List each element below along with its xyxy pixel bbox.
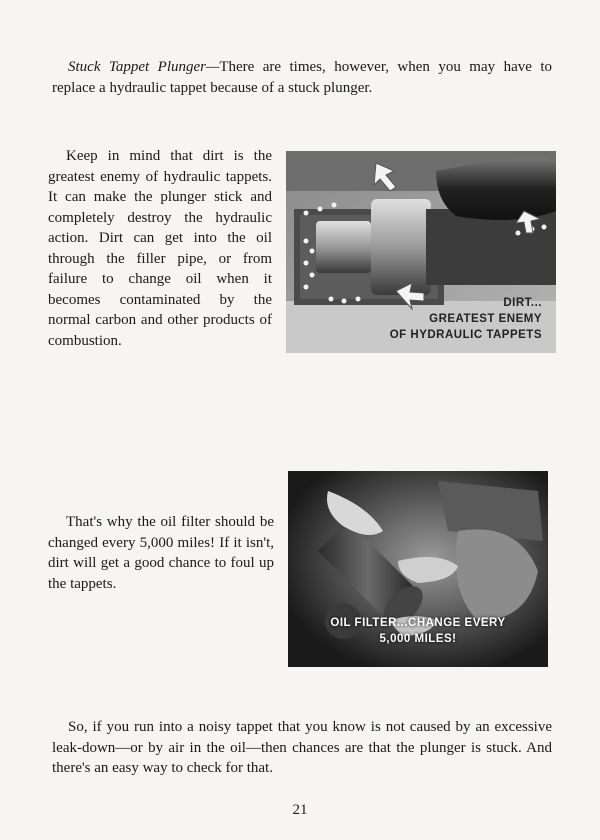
filter-figure-caption [288, 615, 548, 647]
dirt-figure-caption [390, 295, 542, 343]
caption-line: OF HYDRAULIC TAPPETS [389, 329, 542, 341]
tappet-cutaway-illustration [286, 151, 556, 353]
caption-line: GREATEST ENEMY [429, 313, 542, 325]
intro-paragraph [52, 57, 552, 98]
final-paragraph: So, if you run into a noisy tappet that you know is not caused by an excessive leak-down—or by air in the oil—then chances are that the plunger is stuck. And there's an easy way to check for that. [52, 719, 552, 776]
caption-line: DIRT... [503, 297, 542, 309]
intro-body: There are times, however, when you may have to replace a hydraulic tappet because of a stuck plunger. [52, 59, 553, 96]
page-number: 21 [292, 802, 308, 818]
filter-paragraph: That's why the oil filter should be changed every 5,000 miles! If it isn't, dirt will get a good chance to foul up the tappets. [48, 514, 274, 592]
dirt-paragraph: Keep in mind that dirt is the greatest enemy of hydraulic tappets. It can make the plunger stick and completely destroy the hydraulic action. Dirt can get into the oil through the filler pipe, or from failure to change oil when it becomes contaminated by the normal carbon and other products of combustion. [48, 148, 272, 349]
section-title: Stuck Tappet Plunger— [68, 59, 220, 75]
caption-line: 5,000 MILES! [379, 633, 457, 645]
oil-filter-photo [288, 471, 548, 667]
caption-line: OIL FILTER...CHANGE EVERY [330, 617, 506, 629]
